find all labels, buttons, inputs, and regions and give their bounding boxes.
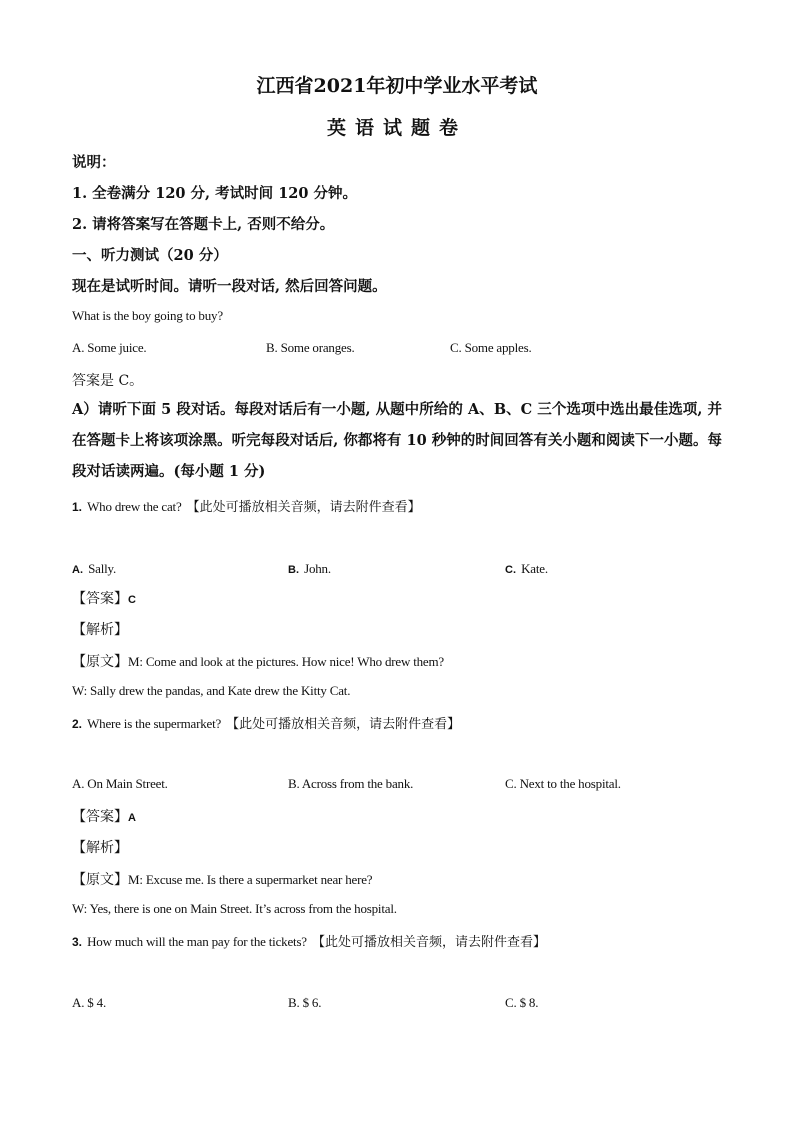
- q2-answer: [72, 806, 136, 826]
- q2-original: [72, 869, 372, 889]
- instructions-label: 说明：: [72, 154, 116, 171]
- trial-option-b: B. Some oranges.: [266, 340, 355, 355]
- q1-analysis-label: 【解析】: [72, 622, 128, 638]
- section-heading: 一、听力测试（20 分）: [72, 247, 228, 264]
- answer-value: C: [128, 594, 136, 606]
- question-2: [72, 713, 460, 732]
- trial-option-c: C. Some apples.: [450, 340, 532, 355]
- audio-note: 【此处可播放相关音频，请去附件查看】: [226, 717, 461, 732]
- q2-option-a: A. On Main Street.: [72, 776, 168, 791]
- question-3: [72, 931, 546, 950]
- original-line-1: M: Excuse me. Is there a supermarket near here?: [128, 872, 373, 887]
- q1-option-c: [505, 558, 548, 577]
- trial-question: What is the boy going to buy?: [72, 308, 223, 323]
- original-label: 【原文】: [72, 872, 128, 888]
- exam-subtitle: 英语试题卷: [326, 117, 467, 139]
- question-text: Who drew the cat?: [87, 499, 182, 514]
- q1-original: [72, 651, 444, 671]
- q1-original-line-2: W: Sally drew the pandas, and Kate drew the Kitty Cat.: [72, 683, 351, 698]
- question-number: 3.: [72, 935, 83, 949]
- trial-option-a: A. Some juice.: [72, 340, 147, 355]
- question-text: Where is the supermarket?: [87, 716, 222, 731]
- option-letter: C.: [505, 564, 516, 576]
- question-text: How much will the man pay for the tickets?: [87, 934, 307, 949]
- q2-analysis-label: 【解析】: [72, 840, 128, 856]
- trial-answer: 答案是 C。: [72, 373, 144, 389]
- audio-note: 【此处可播放相关音频，请去附件查看】: [186, 500, 421, 515]
- question-1: [72, 496, 421, 515]
- trial-instruction: 现在是试听时间。请听一段对话, 然后回答问题。: [72, 278, 387, 295]
- q2-option-b: B. Across from the bank.: [288, 776, 414, 791]
- instruction-item-1: 1. 全卷满分 120 分, 考试时间 120 分钟。: [72, 185, 358, 202]
- option-text: Kate.: [521, 561, 548, 576]
- option-text: John.: [304, 561, 331, 576]
- answer-value: A: [128, 812, 136, 824]
- q1-option-a: [72, 558, 116, 577]
- answer-label: 【答案】: [72, 809, 128, 825]
- original-line-1: M: Come and look at the pictures. How nice! Who drew them?: [128, 654, 444, 669]
- question-number: 1.: [72, 500, 83, 514]
- option-letter: B.: [288, 564, 299, 576]
- answer-label: 【答案】: [72, 591, 128, 607]
- question-number: 2.: [72, 717, 83, 731]
- audio-note: 【此处可播放相关音频，请去附件查看】: [311, 935, 546, 950]
- exam-title: 江西省2021年初中学业水平考试: [256, 75, 538, 97]
- q3-option-c: C. $ 8.: [505, 995, 539, 1010]
- q2-option-c: C. Next to the hospital.: [505, 776, 621, 791]
- q3-option-a: A. $ 4.: [72, 995, 106, 1010]
- q2-original-line-2: W: Yes, there is one on Main Street. It’s across from the hospital.: [72, 901, 397, 916]
- q1-option-b: [288, 558, 331, 577]
- option-letter: A.: [72, 564, 83, 576]
- original-label: 【原文】: [72, 654, 128, 670]
- part-a-instruction: A）请听下面 5 段对话。每段对话后有一小题, 从题中所给的 A、B、C 三个选项中选出最佳选项, 并在答题卡上将该项涂黑。听完每段对话后, 你都将有 10 秒钟的时间回答有关小题和阅读下一小题。每段对话读两遍。(每小题 1 分): [72, 401, 722, 480]
- option-text: Sally.: [88, 561, 117, 576]
- q1-answer: [72, 588, 136, 608]
- q3-option-b: B. $ 6.: [288, 995, 322, 1010]
- instruction-item-2: 2. 请将答案写在答题卡上, 否则不给分。: [72, 216, 335, 233]
